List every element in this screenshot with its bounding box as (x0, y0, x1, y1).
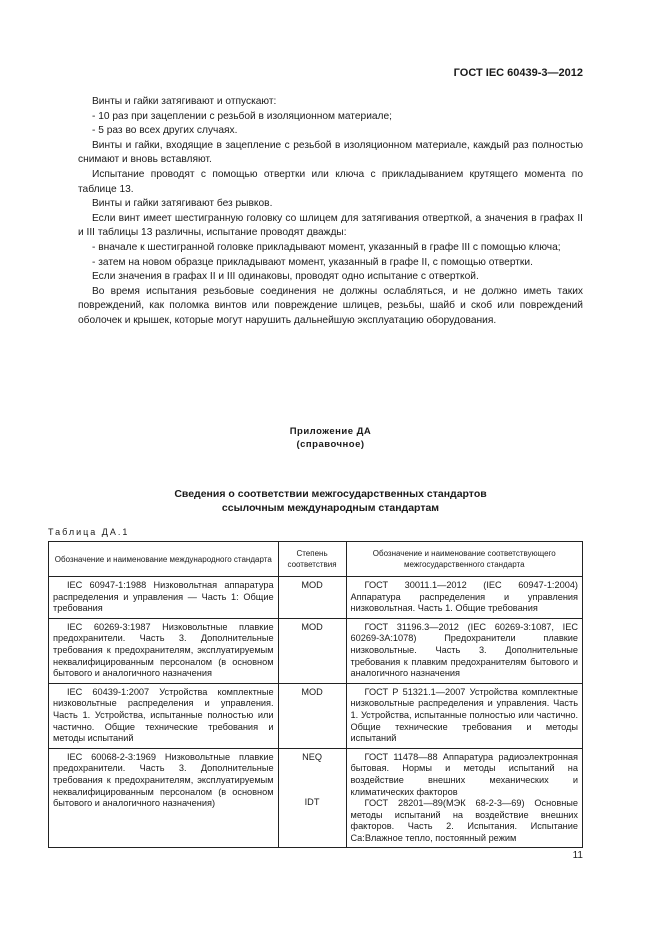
paragraph: Винты и гайки, входящие в зацепление с резьбой в изоляционном материале, каждый раз полностью снимают и вновь вставляют. (78, 139, 583, 166)
table-row (49, 683, 583, 748)
national-standard: ГОСТ 28201—89(МЭК 68-2-3—69) Основные методы испытаний на воздействие внешних факторов. Часть 2. Испытания. Испытание Ca:Влажное тепло, постоянный режим (350, 798, 578, 843)
national-standard: ГОСТ 11478—88 Аппаратура радиоэлектронная бытовая. Нормы и методы испытаний на воздействие внешних механических и климатических факторов (350, 751, 578, 797)
cell-international: IEC 60947-1:1988 Низковольтная аппаратура распределения и управления — Часть 1: Общие требования (49, 577, 279, 619)
body-text (78, 95, 583, 329)
section-title (0, 487, 661, 515)
appendix-heading (0, 425, 661, 451)
cell-degree (278, 748, 346, 848)
header-national: Обозначение и наименование соответствующего межгосударственного стандарта (346, 542, 582, 577)
section-title-line: Сведения о соответствии межгосударственных стандартов (174, 488, 487, 500)
cell-degree: MOD (278, 683, 346, 748)
appendix-subtitle: (справочное) (296, 439, 365, 450)
cell-national (346, 748, 582, 848)
paragraph: Испытание проводят с помощью отвертки или ключа с прикладыванием крутящего момента по таблице 13. (78, 168, 583, 195)
paragraph: - вначале к шестигранной головке прикладывают момент, указанный в графе III с помощью ключа; (92, 241, 561, 253)
paragraph: Во время испытания резьбовые соединения не должны ослабляться, и не должно иметь таких повреждений, как поломка винтов или повреждение шлицев, резьбы, шайб и скоб или повреждений оболочек и крышек, которые могут нарушить дальнейшую эксплуатацию оборудования. (78, 285, 583, 326)
paragraph: - 5 раз во всех других случаях. (92, 125, 238, 137)
cell-international: IEC 60269-3:1987 Низковольтные плавкие предохранители. Часть 3. Дополнительные требования к предохранителям, эксплуатируемым неквалифицированным персоналом (в основном бытового и аналогичного назначения (49, 618, 279, 683)
table-row (49, 577, 583, 619)
table-row (49, 748, 583, 848)
correspondence-table (48, 541, 583, 848)
cell-national: ГОСТ 31196.3—2012 (IEC 60269-3:1087, IEC 60269-3A:1078) Предохранители плавкие низковольтные. Часть 3. Дополнительные требования к плавким предохранителям бытового и аналогичного назначения (346, 618, 582, 683)
cell-international: IEC 60068-2-3:1969 Низковольтные плавкие предохранители. Часть 3. Дополнительные требования к предохранителям, эксплуатируемым неквалифицированным персоналом (в основном бытового и аналогичного назначения) (49, 748, 279, 848)
paragraph: Если значения в графах II и III одинаковы, проводят одно испытание с отверткой. (92, 271, 479, 283)
degree-value: NEQ (302, 751, 322, 762)
paragraph: Винты и гайки затягивают без рывков. (92, 198, 273, 210)
cell-degree: MOD (278, 577, 346, 619)
paragraph: Если винт имеет шестигранную головку со шлицем для затягивания отверткой, а значения в графах II и III таблицы 13 различны, испытание проводят дважды: (78, 212, 583, 239)
table-label: Таблица ДА.1 (48, 527, 130, 537)
page-number: 11 (572, 850, 583, 861)
document-code-header: ГОСТ IEC 60439-3—2012 (453, 67, 583, 79)
paragraph: - 10 раз при зацеплении с резьбой в изоляционном материале; (92, 110, 392, 122)
cell-international: IEC 60439-1:2007 Устройства комплектные низковольтные распределения и управления. Часть 1. Устройства, испытанные полностью или частично. Общие технические требования и методы испытаний (49, 683, 279, 748)
appendix-title: Приложение ДА (289, 426, 372, 437)
paragraph: Винты и гайки затягивают и отпускают: (92, 96, 277, 107)
header-degree: Степень соответствия (278, 542, 346, 577)
section-title-line: ссылочным международным стандартам (221, 502, 440, 514)
cell-degree: MOD (278, 618, 346, 683)
table-row (49, 618, 583, 683)
header-international: Обозначение и наименование международного стандарта (49, 542, 279, 577)
paragraph: - затем на новом образце прикладывают момент, указанный в графе II, с помощью отвертки. (92, 256, 533, 268)
cell-national: ГОСТ 30011.1—2012 (IEC 60947-1:2004) Аппаратура распределения и управления низковольтная. Часть 1. Общие требования (346, 577, 582, 619)
table-header-row (49, 542, 583, 577)
degree-value: IDT (304, 797, 320, 808)
cell-national: ГОСТ Р 51321.1—2007 Устройства комплектные низковольтные распределения и управления. Часть 1. Устройства, испытанные полностью или частично. Общие технические требования и методы испытаний (346, 683, 582, 748)
